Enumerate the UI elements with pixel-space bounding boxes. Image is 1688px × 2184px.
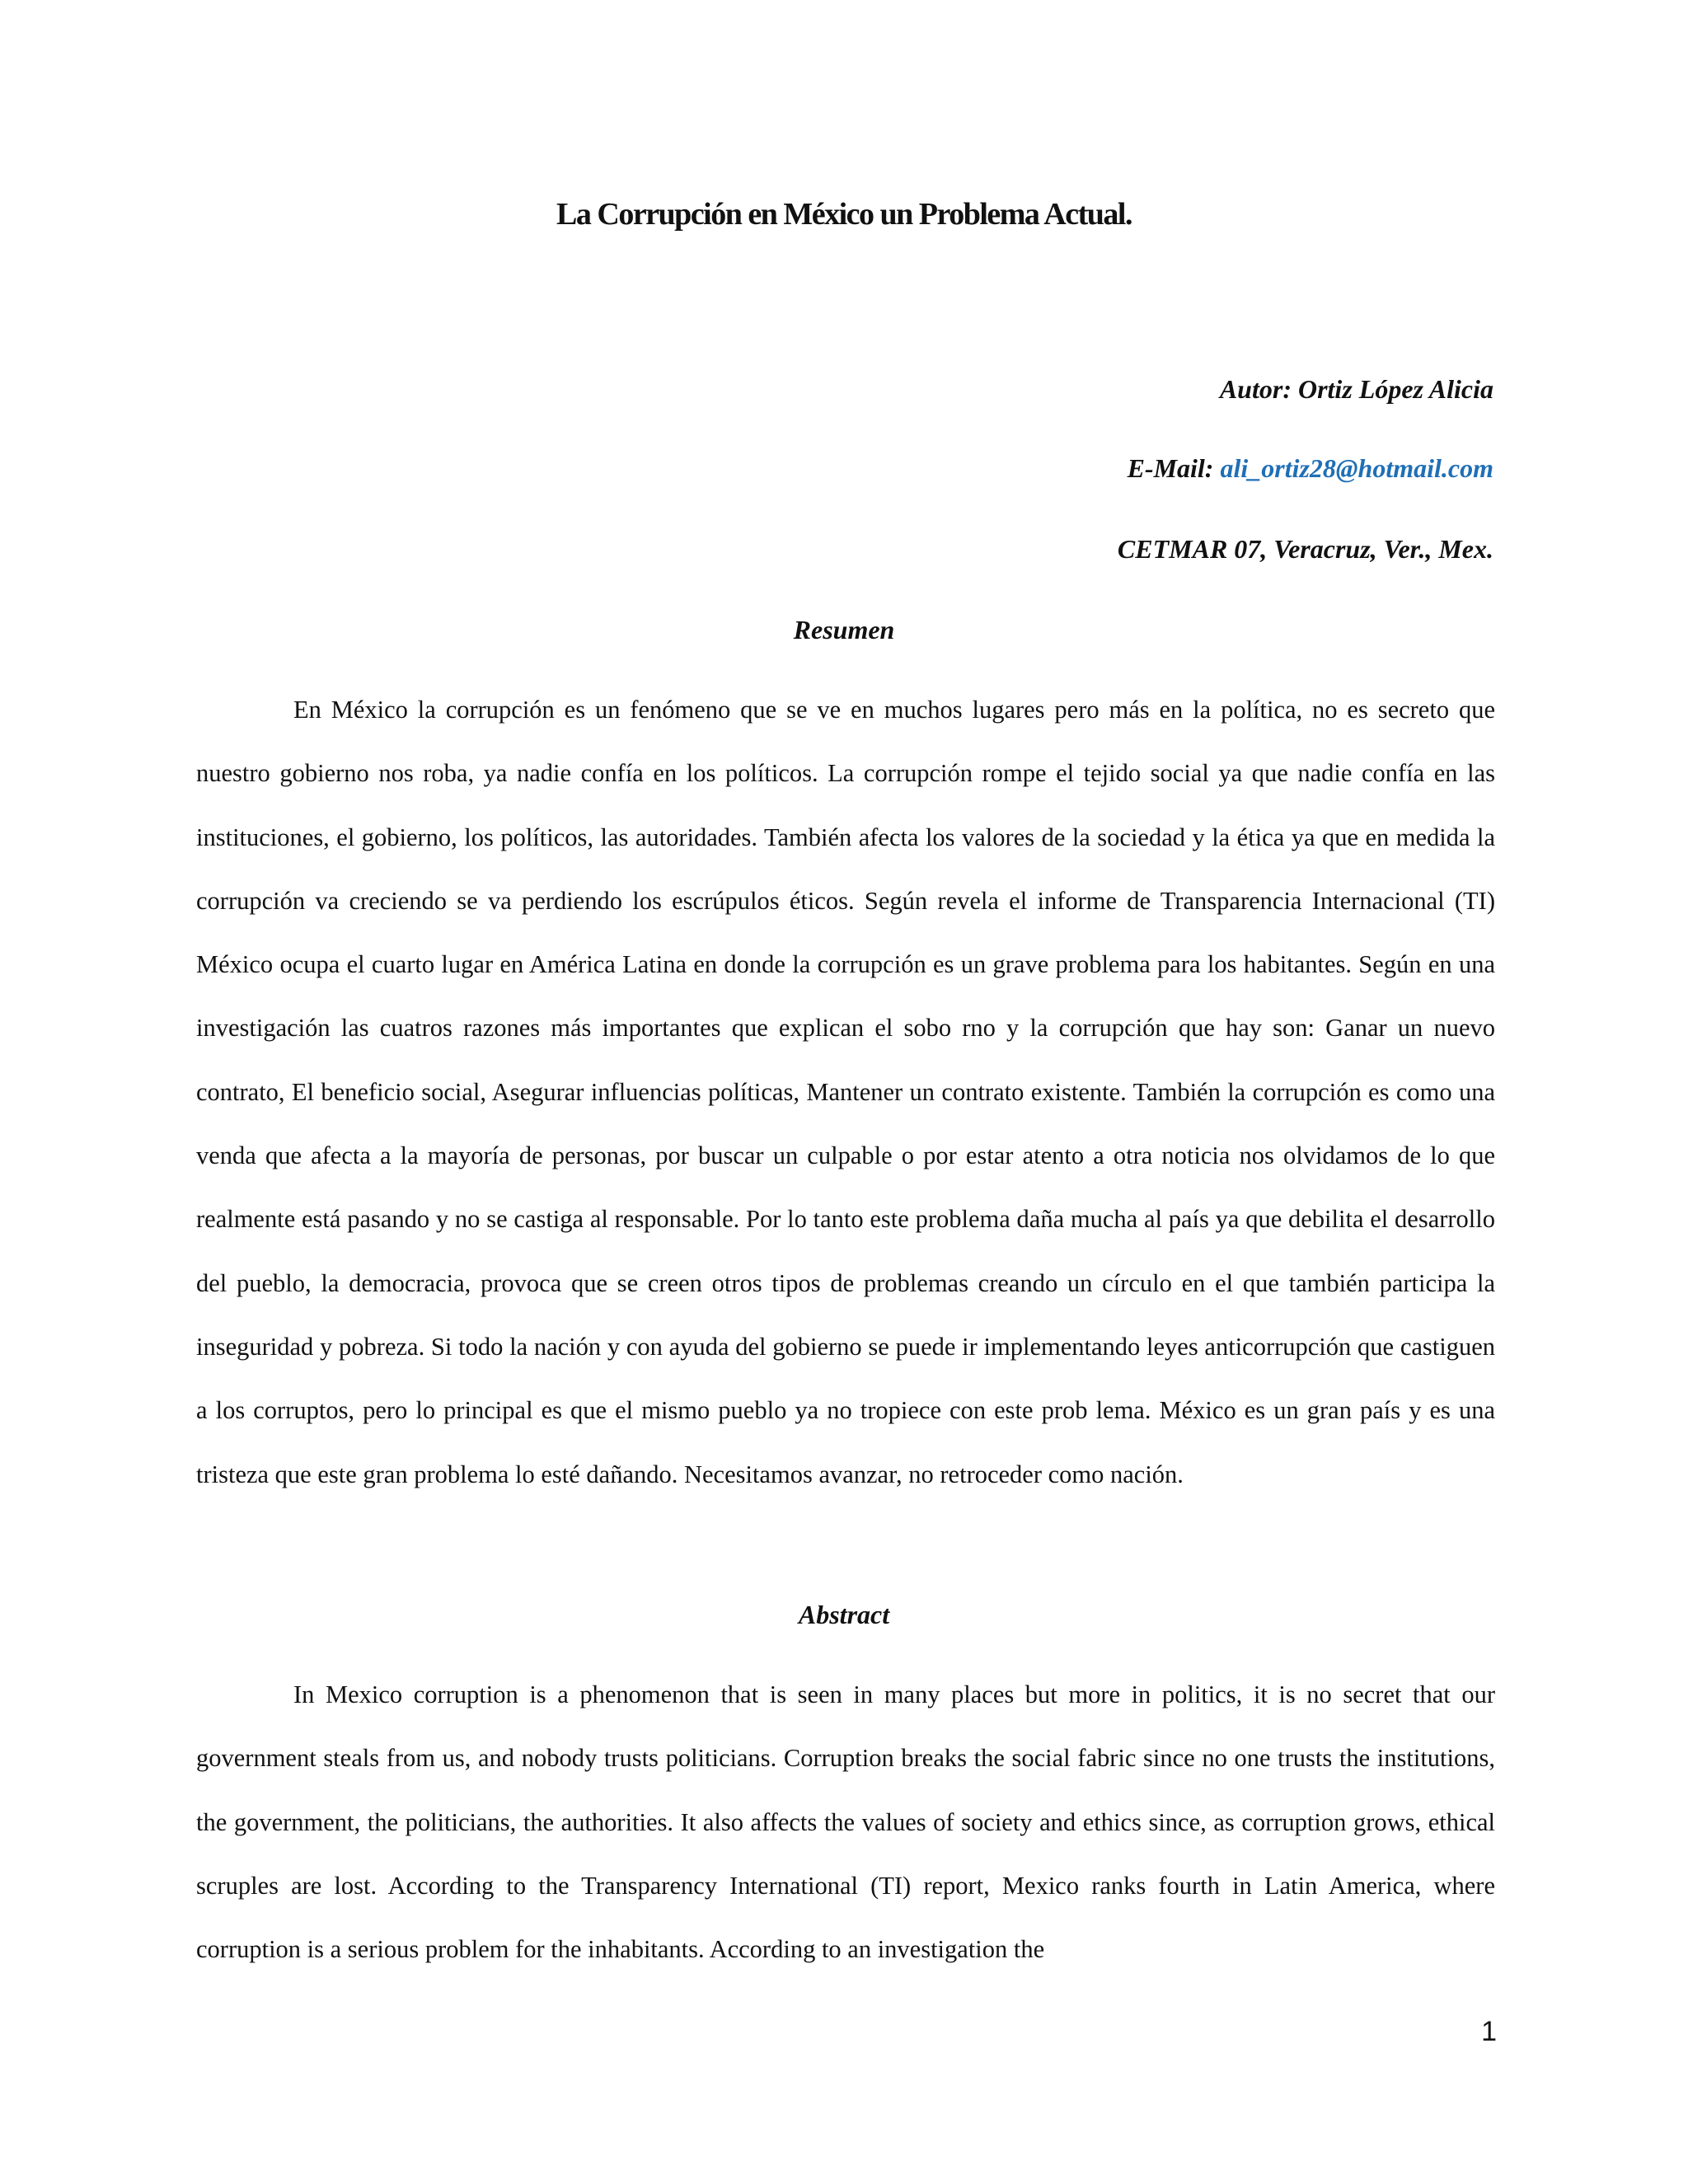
author-line [504, 374, 1493, 405]
abstract-paragraph: In Mexico corruption is a phenomenon that is seen in many places but more in politics, it is no secret that our government steals from us, and nobody trusts politicians. Corruption breaks the social fabric since no one trusts the institutions, the government, the politicians, the authorities. It also affects the values of society and ethics since, as corruption grows, ethical scruples are lost. According to the Transparency International (TI) report, Mexico ranks fourth in Latin America, where corruption is a serious problem for the inhabitants. According to an investigation the [196, 1680, 1495, 1964]
resumen-paragraph: En México la corrupción es un fenómeno que se ve en muchos lugares pero más en la política, no es secreto que nuestro gobierno nos roba, ya nadie confía en los políticos. La corrupción rompe el tejido social ya que nadie confía en las instituciones, el gobierno, los políticos, las autoridades. También afecta los valores de la sociedad y la ética ya que en medida la corrupción va creciendo se va perdiendo los escrúpulos éticos. Según revela el informe de Transparencia Internacional (TI) México ocupa el cuarto lugar en América Latina en donde la corrupción es un grave problema para los habitantes. Según en una investigación las cuatros razones más importantes que explican el sobo rno y la corrupción que hay son: Ganar un nuevo contrato, El beneficio social, Asegurar influencias políticas, Mantener un contrato existente. También la corrupción es como una venda que afecta a la mayoría de personas, por buscar un culpable o por estar atento a otra noticia nos olvidamos de lo que realmente está pasando y no se castiga al responsable. Por lo tanto este problema daña mucha al país ya que debilita el desarrollo del pueblo, la democracia, provoca que se creen otros tipos de problemas creando un círculo en el que también participa la inseguridad y pobreza. Si todo la nación y con ayuda del gobierno se puede ir implementando leyes anticorrupción que castiguen a los corruptos, pero lo principal es que el mismo pueblo ya no tropiece con este prob lema. México es un gran país y es una tristeza que este gran problema lo esté dañando. Necesitamos avanzar, no retroceder como nación. [196, 696, 1495, 1488]
paper-title: La Corrupción en México un Problema Actual. [556, 197, 1132, 232]
email-label: E-Mail: [1127, 453, 1214, 483]
institution-line: CETMAR 07, Veracruz, Ver., Mex. [1117, 534, 1493, 564]
abstract-heading: Abstract [798, 1600, 890, 1629]
author-name: Ortiz López Alicia [1297, 374, 1493, 404]
page-number: 1 [1481, 2016, 1497, 2047]
resumen-heading: Resumen [793, 615, 895, 644]
author-label: Autor: [1219, 374, 1292, 404]
email-line [504, 453, 1493, 484]
email-link[interactable]: ali_ortiz28@hotmail.com [1220, 453, 1493, 483]
